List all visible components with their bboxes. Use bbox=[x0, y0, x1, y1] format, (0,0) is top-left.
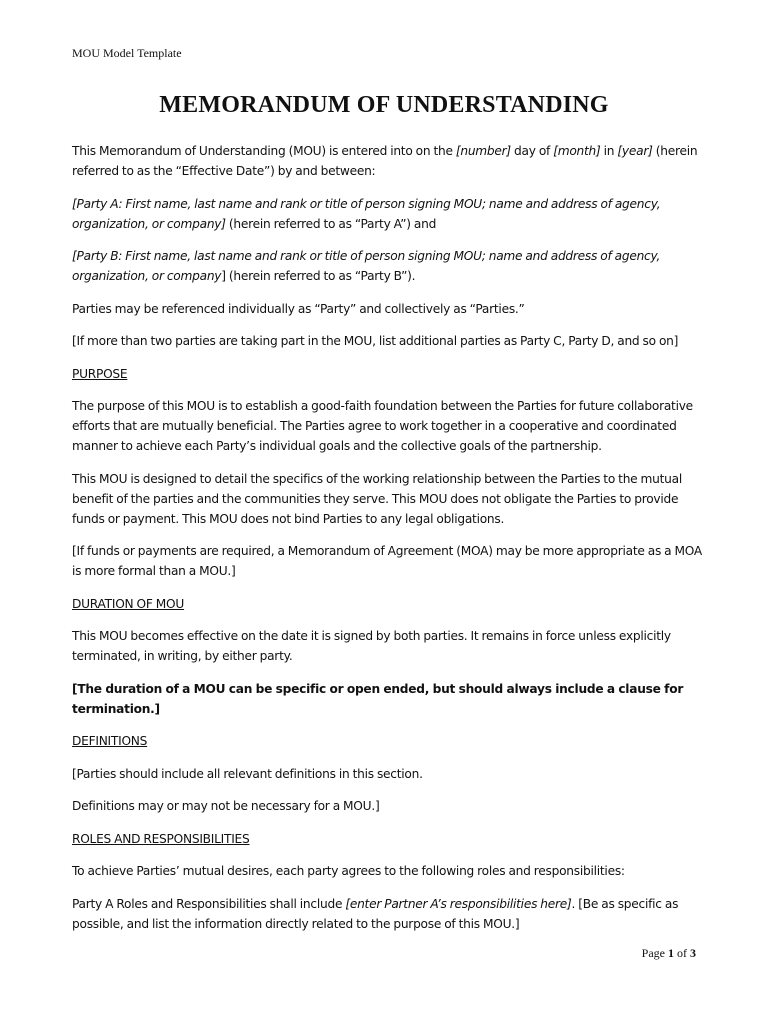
party-b-paragraph bbox=[72, 246, 702, 286]
party-a-text: (herein referred to as “Party A”) and bbox=[225, 216, 437, 231]
parties-reference-paragraph: Parties may be referenced individually as “Party” and collectively as “Parties.” bbox=[72, 301, 525, 316]
duration-paragraph-2: [The duration of a MOU can be specific or open ended, but should always include a clause for termination.] bbox=[72, 681, 684, 716]
party-a-paragraph bbox=[72, 194, 702, 234]
definitions-paragraph-2: Definitions may or may not be necessary for a MOU.] bbox=[72, 799, 380, 813]
party-b-placeholder: [Party B: First name, last name and rank or title of person signing MOU; name and address of agency, organization, or company bbox=[72, 249, 661, 283]
intro-number-placeholder: [number] bbox=[455, 144, 511, 158]
purpose-paragraph-3: [If funds or payments are required, a Memorandum of Agreement (MOA) may be more appropriate as a MOA is more formal than a MOU.] bbox=[72, 544, 702, 578]
roles-text-2: . [Be as specific as possible, and list the information directly related to the purpose of this MOU.] bbox=[72, 896, 679, 931]
duration-paragraph-1: This MOU becomes effective on the date it is signed by both parties. It remains in force unless explicitly terminated, in writing, by either party. bbox=[72, 629, 671, 663]
duration-heading: DURATION OF MOU bbox=[72, 596, 185, 611]
definitions-heading: DEFINITIONS bbox=[72, 734, 148, 748]
of-label: of bbox=[674, 946, 690, 960]
purpose-heading: PURPOSE bbox=[72, 366, 128, 381]
intro-text-4: (herein referred to as the “Effective Date”) by and between: bbox=[72, 144, 698, 178]
party-a-placeholder: [Party A: First name, last name and rank or title of person signing MOU; name and address of agency, organization, or company] bbox=[72, 196, 661, 231]
purpose-paragraph-2: This MOU is designed to detail the specifics of the working relationship between the Parties to the mutual benefit of the parties and the communities they serve. This MOU does not obligate the Parties to provide funds or payment. This MOU does not bind Parties to any legal obligations. bbox=[72, 471, 682, 526]
document-title: MEMORANDUM OF UNDERSTANDING bbox=[159, 92, 609, 118]
purpose-paragraph-1: The purpose of this MOU is to establish a good-faith foundation between the Parties for future collaborative efforts that are mutually beneficial. The Parties agree to work together in a cooperative and coordinated manner to achieve each Party’s individual goals and the collective goals of the partnership. bbox=[72, 399, 693, 453]
roles-paragraph-2 bbox=[72, 894, 702, 934]
roles-heading: ROLES AND RESPONSIBILITIES bbox=[72, 831, 250, 846]
intro-text-2: day of bbox=[510, 144, 554, 158]
roles-text-1: Party A Roles and Responsibilities shall include bbox=[72, 896, 346, 911]
page-label: Page bbox=[641, 946, 668, 960]
page-header: MOU Model Template bbox=[72, 46, 182, 60]
intro-text-1: This Memorandum of Understanding (MOU) is entered into on the bbox=[72, 144, 456, 158]
additional-parties-note: [If more than two parties are taking part in the MOU, list additional parties as Party C, Party D, and so on] bbox=[72, 334, 679, 348]
document-body bbox=[72, 141, 702, 946]
roles-paragraph-1: To achieve Parties’ mutual desires, each party agrees to the following roles and responsibilities: bbox=[72, 864, 625, 878]
party-b-text: ] (herein referred to as “Party B”). bbox=[221, 269, 416, 283]
page-footer bbox=[642, 946, 696, 961]
intro-paragraph bbox=[72, 141, 702, 181]
page-number: 1 bbox=[668, 946, 674, 960]
page-total: 3 bbox=[690, 946, 696, 960]
intro-text-3: in bbox=[600, 144, 618, 158]
intro-year-placeholder: [year] bbox=[617, 144, 653, 158]
intro-month-placeholder: [month] bbox=[553, 144, 601, 158]
partner-a-responsibilities-placeholder: [enter Partner A’s responsibilities here] bbox=[345, 896, 572, 911]
definitions-paragraph-1: [Parties should include all relevant definitions in this section. bbox=[72, 766, 423, 781]
